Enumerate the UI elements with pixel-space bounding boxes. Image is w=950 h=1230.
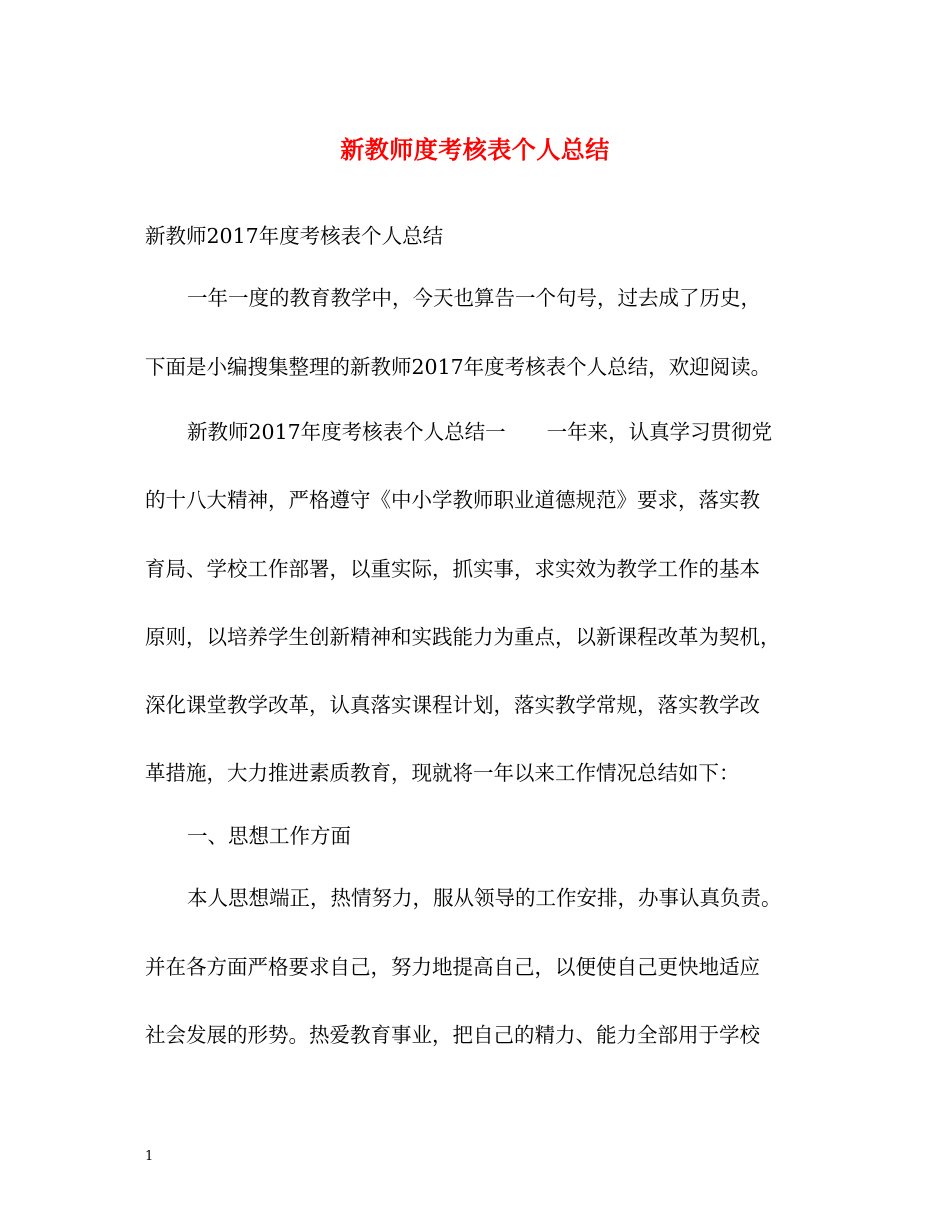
subtitle-line: 新教师2017年度考核表个人总结: [145, 224, 444, 248]
document-title: 新教师度考核表个人总结: [340, 135, 610, 164]
paragraph-line: 新教师2017年度考核表个人总结一 一年来，认真学习贯彻党: [187, 420, 773, 444]
paragraph-line: 本人思想端正，热情努力，服从领导的工作安排，办事认真负责。: [187, 886, 782, 910]
paragraph-line: 一年一度的教育教学中，今天也算告一个句号，过去成了历史，: [187, 286, 761, 310]
paragraph-line: 的十八大精神，严格遵守《中小学教师职业道德规范》要求，落实教: [145, 488, 760, 512]
page-number: 1: [145, 1149, 154, 1164]
section-heading: 一、思想工作方面: [187, 824, 351, 848]
paragraph-line: 育局、学校工作部署，以重实际，抓实事，求实效为教学工作的基本: [145, 557, 760, 581]
paragraph-line: 原则，以培养学生创新精神和实践能力为重点，以新课程改革为契机，: [145, 625, 781, 649]
paragraph-line: 深化课堂教学改革，认真落实课程计划，落实教学常规，落实教学改: [145, 693, 760, 717]
paragraph-line: 下面是小编搜集整理的新教师2017年度考核表个人总结，欢迎阅读。: [145, 355, 772, 379]
paragraph-line: 革措施，大力推进素质教育，现就将一年以来工作情况总结如下：: [145, 761, 740, 785]
paragraph-line: 并在各方面严格要求自己，努力地提高自己，以便使自己更快地适应: [145, 955, 760, 979]
paragraph-line: 社会发展的形势。热爱教育事业，把自己的精力、能力全部用于学校: [145, 1023, 760, 1047]
